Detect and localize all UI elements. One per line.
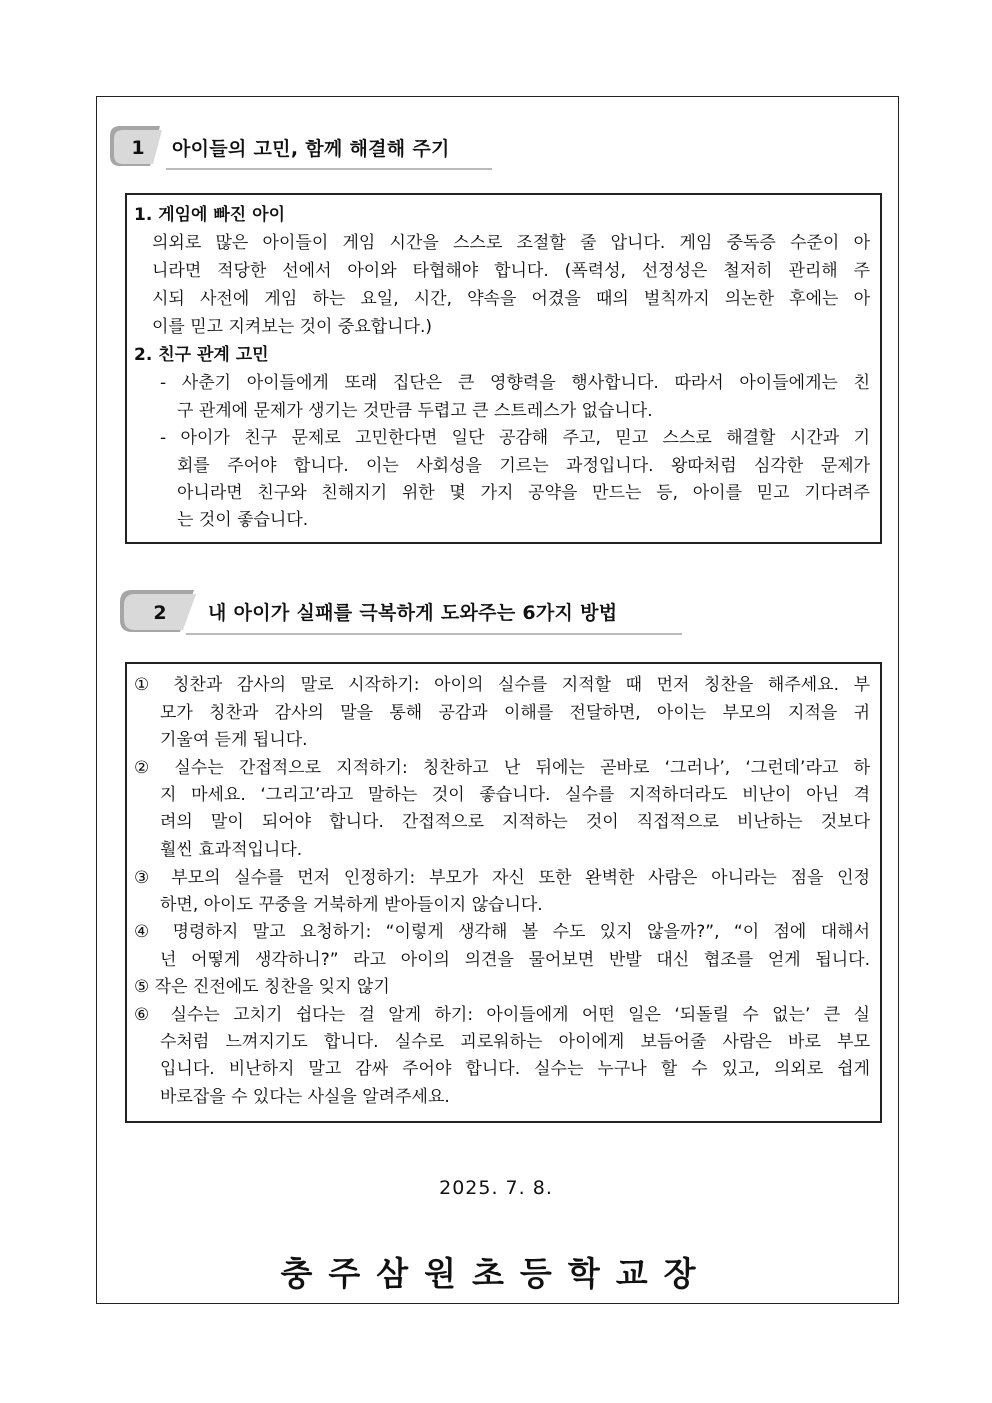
section1-header: [110, 126, 494, 170]
tip-line: 훨씬 효과적입니다.: [160, 840, 303, 860]
tip-line: ① 칭찬과 감사의 말로 시작하기: 아이의 실수를 지적할 때 먼저 칭찬을 해주세요. 부: [134, 675, 870, 695]
section1-title: 아이들의 고민, 함께 해결해 주기: [172, 138, 450, 160]
tip-line: 려의 말이 되어야 합니다. 간접적으로 지적하는 것이 직접적으로 비난하는 것보다: [160, 812, 870, 832]
tip-line: 넌 어떻게 생각하니?” 라고 아이의 의견을 물어보면 반발 대신 협조를 얻게 됩니다.: [160, 950, 870, 970]
tip-line: ④ 명령하지 말고 요청하기: “이렇게 생각해 볼 수도 있지 않을까?”, “이 점에 대해서: [134, 922, 870, 942]
tip-line: ② 실수는 간접적으로 지적하기: 칭찬하고 난 뒤에는 곧바로 ‘그러나’, ‘그런데’라고 하: [134, 758, 870, 778]
section2-number: 2: [153, 602, 167, 624]
item2-bullet1-line: 구 관계에 문제가 생기는 것만큼 두렵고 큰 스트레스가 없습니다.: [177, 401, 653, 421]
section2-title: 내 아이가 실패를 극복하게 도와주는 6가지 방법: [208, 602, 618, 624]
tip-line: 수처럼 느껴지기도 합니다. 실수로 괴로워하는 아이에게 보듬어줄 사람은 바로 부모: [160, 1032, 870, 1052]
item1-line: 이를 믿고 지켜보는 것이 중요합니다.): [152, 317, 432, 337]
tip-line: 지 마세요. ‘그리고’라고 말하는 것이 좋습니다. 실수를 지적하더라도 비난이 아닌 격: [160, 785, 870, 805]
section1-underline: [166, 168, 492, 170]
item2-bullet2-line: 는 것이 좋습니다.: [177, 510, 309, 530]
item2-bullet2-line: 아니라면 친구와 친해지기 위한 몇 가지 공약을 만드는 등, 아이를 믿고 기다려주: [177, 483, 870, 503]
tip-line: ⑤ 작은 진전에도 칭찬을 잊지 않기: [134, 977, 390, 997]
item2-bullet2-line: 회를 주어야 합니다. 이는 사회성을 기르는 과정입니다. 왕따처럼 심각한 문제가: [177, 456, 870, 476]
tip-line: ⑥ 실수는 고치기 쉽다는 걸 알게 하기: 아이들에게 어떤 일은 ‘되돌릴 수 없는’ 큰 실: [134, 1005, 870, 1025]
section1-number: 1: [131, 137, 145, 159]
tip-line: 바로잡을 수 있다는 사실을 알려주세요.: [160, 1087, 450, 1107]
document-date: 2025. 7. 8.: [439, 1177, 553, 1199]
tip-line: 기울여 듣게 됩니다.: [160, 730, 308, 750]
item2-bullet2-line: - 아이가 친구 문제로 고민한다면 일단 공감해 주고, 믿고 스스로 해결할 시간과 기: [160, 428, 870, 448]
item1-line: 시되 사전에 게임 하는 요일, 시간, 약속을 어겼을 때의 벌칙까지 의논한 후에는 아: [152, 289, 870, 309]
section2-underline: [186, 633, 682, 635]
section1-badge: [110, 126, 166, 166]
tip-line: ③ 부모의 실수를 먼저 인정하기: 부모가 자신 또한 완벽한 사람은 아니라는 점을 인정: [134, 868, 870, 888]
item2-heading: 2. 친구 관계 고민: [134, 345, 269, 365]
section2-badge: [120, 590, 200, 630]
item2-bullet1-line: - 사춘기 아이들에게 또래 집단은 큰 영향력을 행사합니다. 따라서 아이들에게는 친: [160, 373, 870, 393]
tip-line: 입니다. 비난하지 말고 감싸 주어야 합니다. 실수는 누구나 할 수 있고, 의외로 쉽게: [160, 1059, 870, 1079]
tip-line: 모가 칭찬과 감사의 말을 통해 공감과 이해를 전달하면, 아이는 부모의 지적을 귀: [160, 703, 870, 723]
school-signature: 충주삼원초등학교장: [280, 1254, 712, 1293]
tip-line: 하면, 아이도 꾸중을 거북하게 받아들이지 않습니다.: [160, 895, 543, 915]
item1-heading: 1. 게임에 빠진 아이: [134, 205, 285, 225]
item1-line: 니라면 적당한 선에서 아이와 타협해야 합니다. (폭력성, 선정성은 철저히 관리해 주: [152, 261, 870, 281]
item1-line: 의외로 많은 아이들이 게임 시간을 스스로 조절할 줄 압니다. 게임 중독증 수준이 아: [152, 233, 870, 253]
section2-header: [120, 590, 684, 634]
